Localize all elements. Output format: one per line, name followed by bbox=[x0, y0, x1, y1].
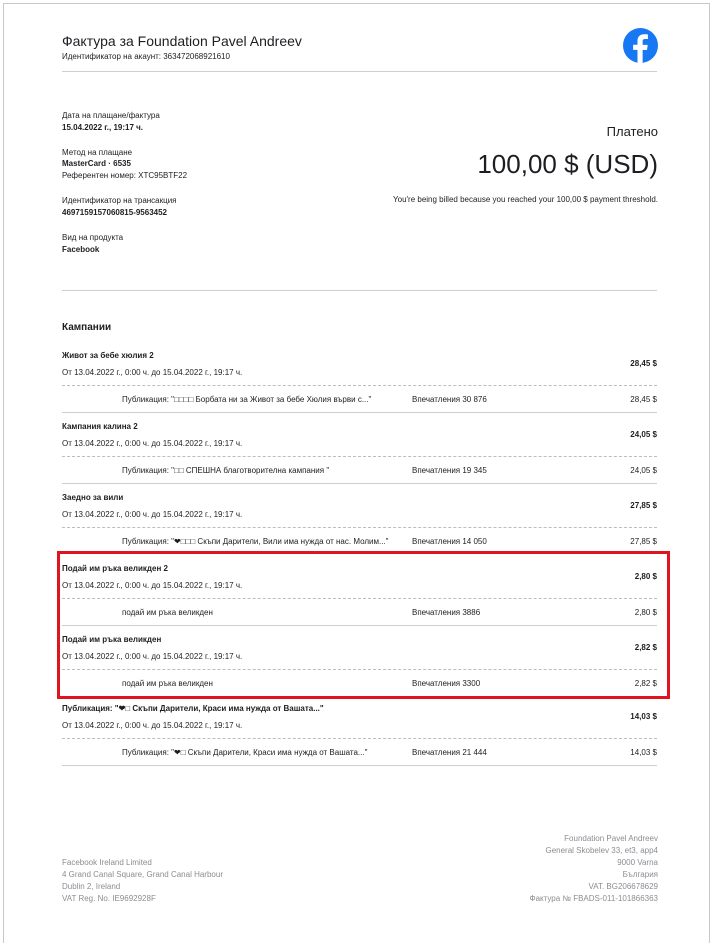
campaign-date: От 13.04.2022 г., 0:00 ч. до 15.04.2022 г., 19:17 ч. bbox=[62, 652, 243, 661]
payment-date-label: Дата на плащане/фактура bbox=[62, 111, 160, 120]
footer-line: 4 Grand Canal Square, Grand Canal Harbour bbox=[62, 870, 223, 879]
footer-line: 9000 Varna bbox=[617, 858, 658, 867]
campaign-publication: Публикация: "□□ СПЕШНА благотворителна кампания " bbox=[122, 466, 330, 475]
campaign-date: От 13.04.2022 г., 0:00 ч. до 15.04.2022 г., 19:17 ч. bbox=[62, 721, 243, 730]
campaign-impressions: Впечатления 3886 bbox=[412, 608, 481, 617]
dashed-divider bbox=[62, 456, 657, 457]
payment-method-label: Метод на плащане bbox=[62, 148, 133, 157]
campaign-date: От 13.04.2022 г., 0:00 ч. до 15.04.2022 г., 19:17 ч. bbox=[62, 439, 243, 448]
details-divider bbox=[62, 290, 657, 291]
campaign-impressions: Впечатления 21 444 bbox=[412, 748, 487, 757]
campaign-name: Заедно за вили bbox=[62, 493, 124, 502]
dashed-divider bbox=[62, 738, 657, 739]
campaign-name: Живот за бебе хюлия 2 bbox=[62, 351, 154, 360]
campaign-total: 27,85 $ bbox=[630, 501, 657, 510]
total-amount: 100,00 $ (USD) bbox=[477, 149, 658, 179]
product-type: Facebook bbox=[62, 245, 100, 254]
campaigns-heading: Кампании bbox=[62, 322, 112, 333]
footer-line: VAT. BG206678629 bbox=[588, 882, 658, 891]
campaign-name: Подай им ръка великден 2 bbox=[62, 564, 168, 573]
publication-total: 24,05 $ bbox=[630, 466, 657, 475]
publication-total: 14,03 $ bbox=[630, 748, 657, 757]
campaign-impressions: Впечатления 19 345 bbox=[412, 466, 487, 475]
campaign-date: От 13.04.2022 г., 0:00 ч. до 15.04.2022 г., 19:17 ч. bbox=[62, 368, 243, 377]
highlight-box bbox=[57, 551, 670, 699]
campaign-publication: Публикация: "□□□□ Борбата ни за Живот за бебе Хюлия върви с..." bbox=[122, 395, 372, 404]
campaign-publication: Публикация: "❤□□□ Скъпи Дарители, Вили има нужда от нас. Молим..." bbox=[122, 537, 389, 546]
campaign-name: Публикация: "❤□ Скъпи Дарители, Краси има нужда от Вашата..." bbox=[62, 704, 324, 713]
billing-note: You're being billed because you reached your 100,00 $ payment threshold. bbox=[393, 195, 658, 204]
dashed-divider bbox=[62, 527, 657, 528]
campaign-impressions: Впечатления 30 876 bbox=[412, 395, 487, 404]
footer-company-address bbox=[62, 857, 223, 905]
campaign-name: Кампания калина 2 bbox=[62, 422, 138, 431]
facebook-logo-icon bbox=[623, 28, 658, 63]
campaign-date: От 13.04.2022 г., 0:00 ч. до 15.04.2022 г., 19:17 ч. bbox=[62, 510, 243, 519]
campaign-total: 14,03 $ bbox=[630, 712, 657, 721]
footer-line: VAT Reg. No. IE9692928F bbox=[62, 894, 156, 903]
campaign-divider bbox=[62, 765, 657, 766]
invoice-title: Фактура за Foundation Pavel Andreev bbox=[62, 33, 302, 49]
campaign-total: 28,45 $ bbox=[630, 359, 657, 368]
campaign-total: 2,80 $ bbox=[634, 572, 657, 581]
campaign-publication: подай им ръка великден bbox=[122, 608, 213, 617]
footer-line: Dublin 2, Ireland bbox=[62, 882, 121, 891]
publication-total: 2,82 $ bbox=[634, 679, 657, 688]
account-id: Идентификатор на акаунт: 363472068921610 bbox=[62, 52, 230, 61]
campaign-name: Подай им ръка великден bbox=[62, 635, 162, 644]
footer-line: България bbox=[622, 870, 658, 879]
campaign-total: 2,82 $ bbox=[634, 643, 657, 652]
campaign-impressions: Впечатления 3300 bbox=[412, 679, 481, 688]
page-border bbox=[3, 3, 710, 943]
footer-client-address bbox=[529, 833, 658, 905]
campaign-divider bbox=[62, 412, 657, 413]
payment-status: Платено bbox=[606, 124, 658, 139]
publication-total: 2,80 $ bbox=[634, 608, 657, 617]
campaign-total: 24,05 $ bbox=[630, 430, 657, 439]
footer-line: Foundation Pavel Andreev bbox=[564, 834, 658, 843]
payment-date: 15.04.2022 г., 19:17 ч. bbox=[62, 123, 144, 132]
transaction-id-label: Идентификатор на трансакция bbox=[62, 196, 177, 205]
campaign-impressions: Впечатления 14 050 bbox=[412, 537, 487, 546]
footer-line: Facebook Ireland Limited bbox=[62, 858, 152, 867]
header-divider bbox=[62, 71, 657, 72]
campaign-divider bbox=[62, 483, 657, 484]
publication-total: 28,45 $ bbox=[630, 395, 657, 404]
campaign-publication: Публикация: "❤□ Скъпи Дарители, Краси има нужда от Вашата..." bbox=[122, 748, 368, 757]
payment-method: MasterCard · 6535 bbox=[62, 159, 131, 168]
footer-line: Фактура № FBADS-011-101866363 bbox=[529, 894, 658, 903]
dashed-divider bbox=[62, 385, 657, 386]
product-type-label: Вид на продукта bbox=[62, 233, 124, 242]
footer-line: General Skobelev 33, et3, app4 bbox=[545, 846, 658, 855]
transaction-id: 4697159157060815-9563452 bbox=[62, 208, 167, 217]
campaign-publication: подай им ръка великден bbox=[122, 679, 213, 688]
reference-number: Референтен номер: XTC95BTF22 bbox=[62, 171, 188, 180]
publication-total: 27,85 $ bbox=[630, 537, 657, 546]
campaign-date: От 13.04.2022 г., 0:00 ч. до 15.04.2022 г., 19:17 ч. bbox=[62, 581, 243, 590]
